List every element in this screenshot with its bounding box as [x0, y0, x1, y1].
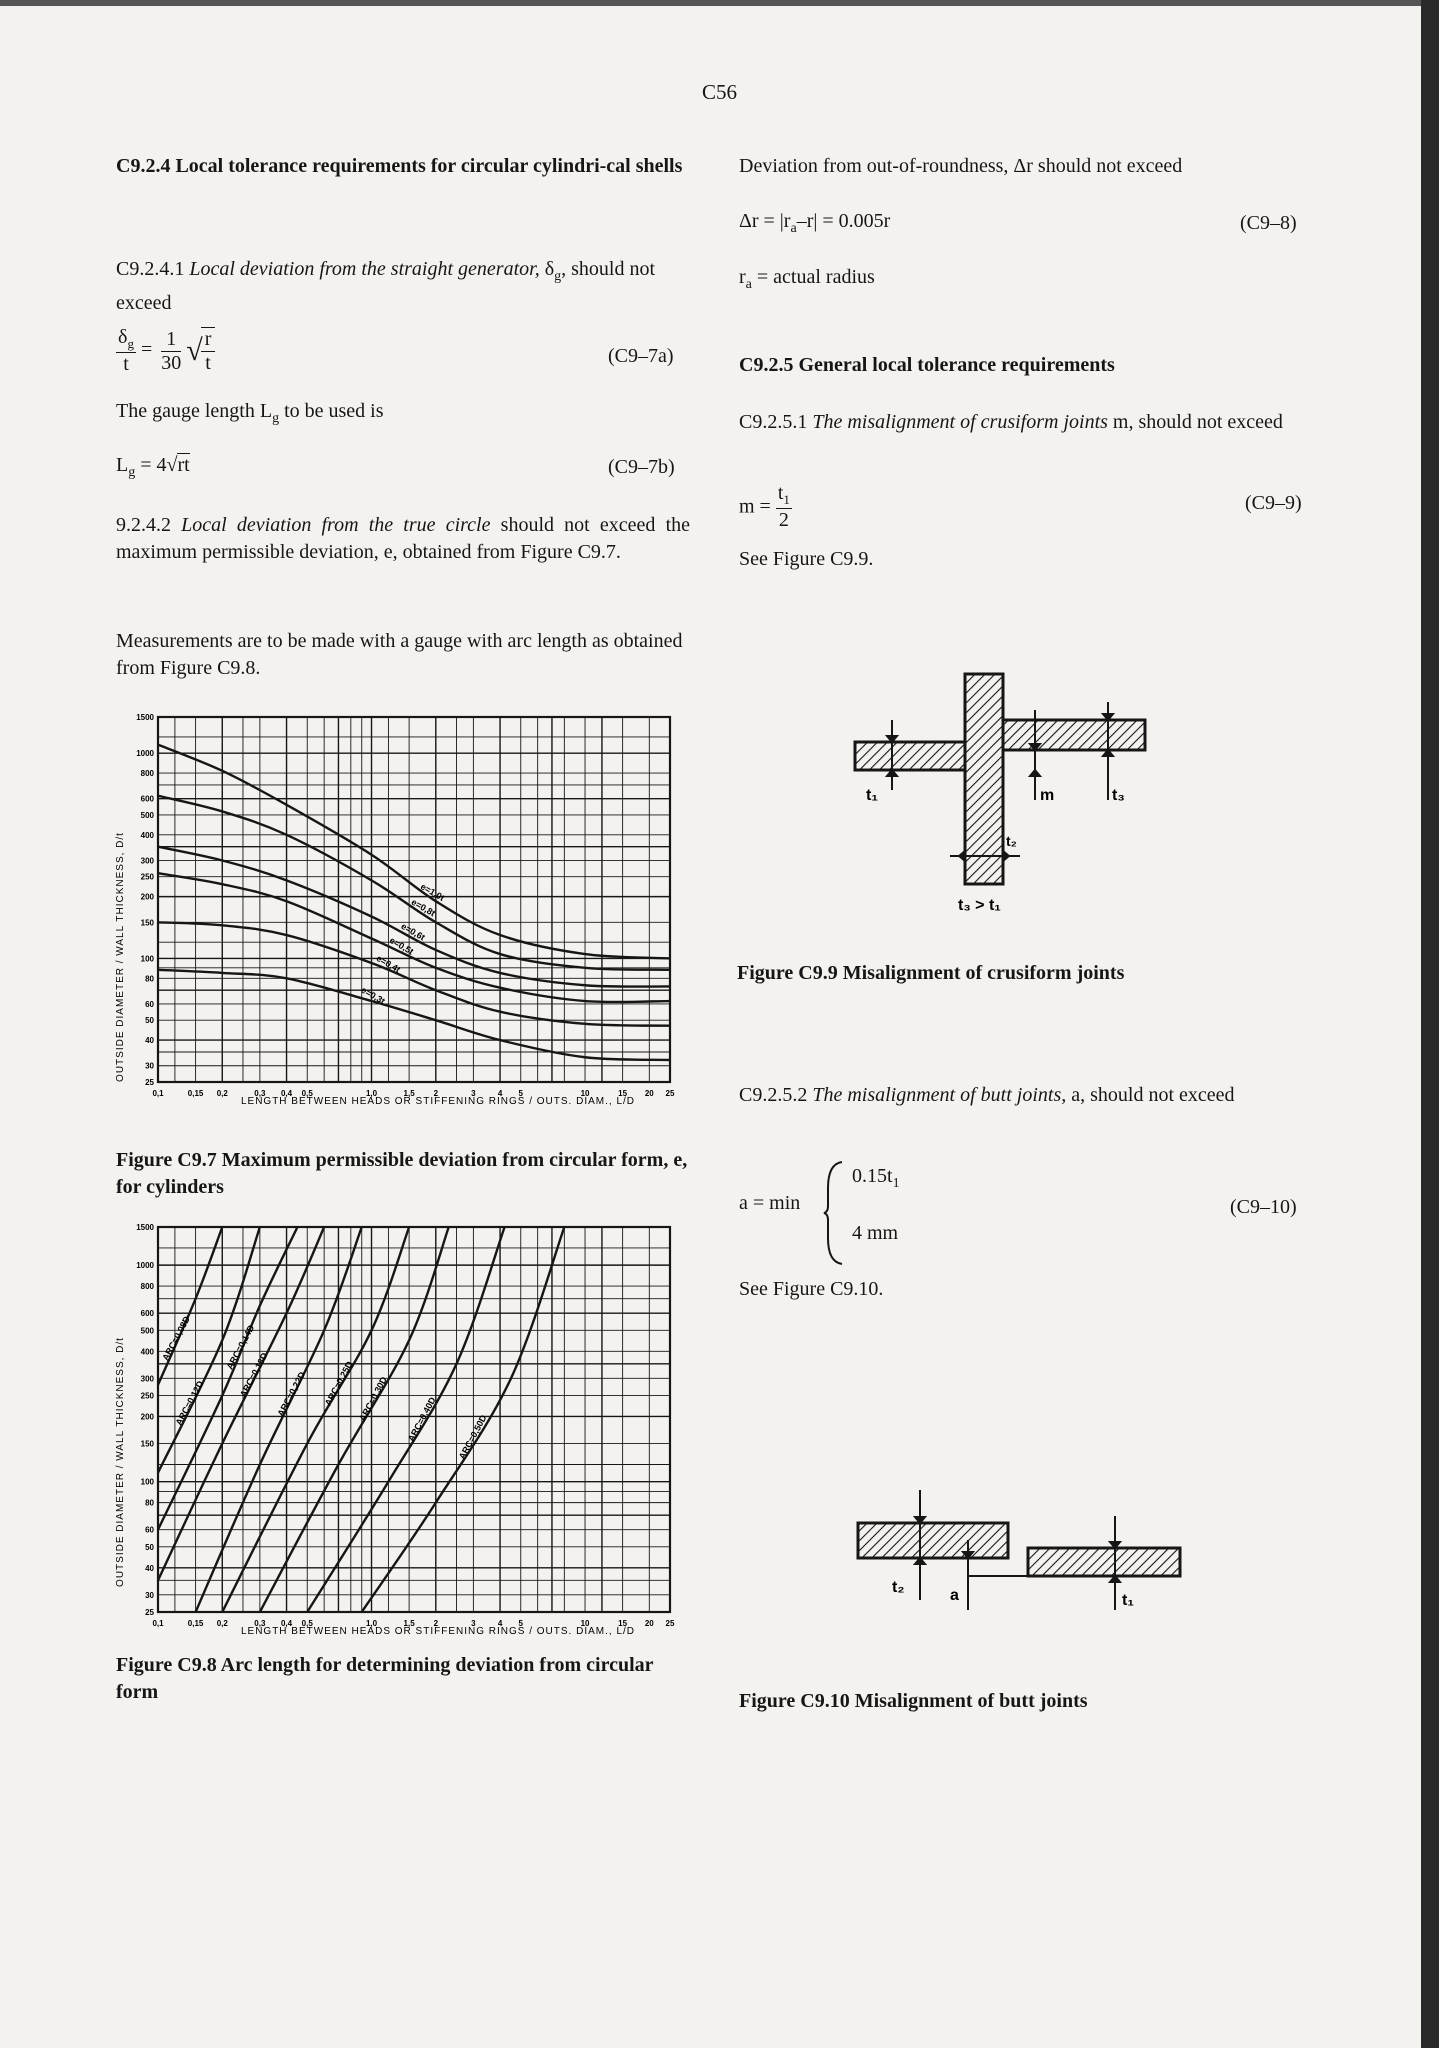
fig97-x-axis-label: LENGTH BETWEEN HEADS OR STIFFENING RINGS / OUTS. DIAM., L/D — [240, 1096, 636, 1107]
x-tick-label: 1,0 — [365, 1619, 378, 1628]
fig98-x-axis-label: LENGTH BETWEEN HEADS OR STIFFENING RINGS / OUTS. DIAM., L/D — [240, 1626, 636, 1637]
see-figure-c9-10: See Figure C9.10. — [739, 1278, 884, 1300]
series-label-0: ARC=0,08D — [160, 1314, 193, 1363]
y-tick-label: 300 — [140, 856, 154, 866]
y-tick-label: 60 — [145, 999, 154, 1009]
series-line-5 — [158, 970, 670, 1060]
x-tick-label: 0,1 — [152, 1619, 164, 1628]
y-tick-label: 25 — [145, 1608, 154, 1617]
equation-c9-10-option1: $0.15t_1$ — [852, 1165, 900, 1191]
para-c9-2-5-1: C9.2.5.1 The misalignment of crusiform joints m, should not exceed — [739, 411, 1283, 433]
series-label-5: e=0,3t — [359, 984, 387, 1007]
x-tick-label: 0,2 — [216, 1089, 228, 1098]
x-tick-label: 4 — [497, 1619, 503, 1628]
equation-c9-8: $\Delta r = |r_a-r| = 0.005r$ — [739, 210, 891, 236]
equation-c9-7b: $L_g = 4√rt$ — [116, 454, 190, 480]
y-tick-label: 100 — [140, 954, 154, 964]
x-tick-label: 0,5 — [301, 1089, 313, 1098]
y-tick-label: 80 — [145, 1498, 154, 1508]
y-tick-label: 250 — [140, 872, 154, 882]
y-tick-label: 600 — [140, 794, 154, 804]
para-out-of-roundness: Deviation from out-of-roundness, Δr should not exceed — [739, 155, 1183, 177]
y-tick-label: 1500 — [136, 713, 154, 722]
page-number: C56 — [701, 80, 737, 104]
x-tick-label: 0,15 — [187, 1619, 204, 1628]
y-tick-label: 25 — [145, 1078, 154, 1087]
series-label-3: e=0,5t — [387, 935, 416, 957]
y-tick-label: 1000 — [136, 1261, 154, 1271]
x-tick-label: 25 — [665, 1089, 675, 1098]
right-plate — [1000, 720, 1145, 750]
y-tick-label: 800 — [140, 769, 154, 779]
x-tick-label: 20 — [644, 1619, 654, 1628]
label-t2: t₂ — [892, 1579, 905, 1596]
series-line-2 — [158, 847, 670, 987]
x-tick-label: 10 — [580, 1089, 590, 1098]
label-t3: t₃ — [1112, 787, 1125, 804]
y-tick-label: 250 — [140, 1391, 154, 1401]
x-tick-label: 15 — [618, 1619, 628, 1628]
y-tick-label: 150 — [140, 918, 154, 928]
x-tick-label: 20 — [644, 1089, 654, 1098]
x-tick-label: 0,4 — [280, 1089, 293, 1098]
x-tick-label: 2 — [433, 1089, 439, 1098]
para-c9-2-5-2: C9.2.5.2 The misalignment of butt joints, a, should not exceed — [739, 1084, 1235, 1106]
y-tick-label: 1000 — [136, 749, 154, 759]
series-label-1: e=0,8t — [409, 896, 437, 919]
x-tick-label: 0,3 — [254, 1619, 266, 1628]
series-label-3: ARC=0,18D — [237, 1351, 270, 1399]
eq-label-c9-10: (C9–10) — [1230, 1196, 1297, 1218]
x-tick-label: 0,4 — [280, 1619, 293, 1628]
y-tick-label: 500 — [140, 810, 154, 820]
series-label-4: ARC=0,22D — [275, 1370, 308, 1418]
series-label-4: e=0,4t — [374, 953, 403, 975]
left-plate — [855, 742, 980, 770]
eq-label-c9-7b: (C9–7b) — [608, 456, 675, 478]
y-tick-label: 100 — [140, 1477, 154, 1487]
x-tick-label: 25 — [665, 1619, 675, 1628]
x-tick-label: 1,0 — [365, 1089, 378, 1098]
y-tick-label: 30 — [145, 1061, 154, 1071]
para-measurements: Measurements are to be made with a gauge with arc length as obtained from Figure C9.8. — [116, 630, 683, 679]
equation-c9-10-option2: 4 mm — [852, 1222, 899, 1244]
y-tick-label: 400 — [140, 830, 154, 840]
brace-icon — [822, 1158, 846, 1268]
para-9-2-4-2: 9.2.4.2 Local deviation from the true circle should not exceed the maximum permissible deviation, e, obtained from Figure C9.7. — [116, 514, 691, 563]
y-tick-label: 150 — [140, 1439, 154, 1449]
label-a: a — [950, 1587, 959, 1604]
see-figure-c9-9: See Figure C9.9. — [739, 548, 874, 570]
series-line-4 — [196, 1227, 362, 1612]
heading-c9-2-4: C9.2.4 Local tolerance requirements for circular cylindri-cal shells — [116, 155, 683, 177]
y-tick-label: 200 — [140, 892, 154, 902]
y-tick-label: 40 — [145, 1563, 154, 1573]
series-label-7: ARC=0,40D — [405, 1395, 438, 1444]
y-tick-label: 600 — [140, 1309, 154, 1319]
eq-label-c9-8: (C9–8) — [1240, 212, 1297, 234]
figure-c9-7-chart — [108, 712, 680, 1112]
series-label-1: ARC=0,12D — [173, 1379, 206, 1427]
y-tick-label: 1500 — [136, 1223, 154, 1232]
figure-c9-7-caption: Figure C9.7 Maximum permissible deviation from circular form, e, for cylinders — [116, 1149, 688, 1198]
x-tick-label: 3 — [471, 1089, 476, 1098]
series-label-2: e=0,6t — [399, 920, 427, 943]
scan-edge-right — [1421, 0, 1439, 2048]
fig97-y-axis-label: OUTSIDE DIAMETER / WALL THICKNESS, D/t — [115, 832, 126, 1082]
para-actual-radius: $r_a$ = actual radius — [739, 266, 875, 292]
x-tick-label: 1,5 — [403, 1619, 415, 1628]
series-line-1 — [158, 796, 670, 970]
vertical-plate — [965, 674, 1003, 884]
series-label-5: ARC=0,25D — [322, 1359, 355, 1408]
figure-c9-9-diagram — [840, 660, 1160, 930]
equation-c9-9: m = $\frac{t_1}{2}$ — [739, 482, 790, 531]
x-tick-label: 10 — [580, 1619, 590, 1628]
para-c9-2-4-1: C9.2.4.1 Local deviation from the straight generator, $\delta_g$, should not exceed — [116, 258, 656, 314]
y-tick-label: 200 — [140, 1412, 154, 1422]
x-tick-label: 5 — [518, 1089, 523, 1098]
y-tick-label: 300 — [140, 1374, 154, 1384]
y-tick-label: 80 — [145, 974, 154, 984]
y-tick-label: 400 — [140, 1347, 154, 1357]
series-label-8: ARC=0,50D — [456, 1413, 489, 1461]
equation-c9-7a: $\frac{\delta_g}{t}$ = $\frac{1}{30}$ √ $\frac{r}{t}$ — [116, 326, 215, 376]
eq-label-c9-9: (C9–9) — [1245, 492, 1302, 514]
equation-c9-10-lhs: a = min — [739, 1192, 801, 1214]
thin-plate — [1028, 1548, 1180, 1576]
series-line-7 — [307, 1227, 504, 1612]
x-tick-label: 2 — [433, 1619, 439, 1628]
x-tick-label: 4 — [497, 1089, 503, 1098]
figure-c9-8-caption: Figure C9.8 Arc length for determining deviation from circular form — [116, 1654, 654, 1703]
label-condition: t₃ > t₁ — [958, 897, 1001, 914]
x-tick-label: 3 — [471, 1619, 476, 1628]
heading-c9-2-5: C9.2.5 General local tolerance requirements — [739, 354, 1115, 376]
series-label-0: e=1,0t — [418, 881, 447, 903]
para-gauge-length: The gauge length $L_g$ to be used is — [116, 400, 384, 426]
label-t2: t₂ — [1006, 833, 1017, 849]
x-tick-label: 0,5 — [301, 1619, 313, 1628]
y-tick-label: 40 — [145, 1036, 154, 1046]
eq-label-c9-7a: (C9–7a) — [608, 345, 674, 367]
x-tick-label: 5 — [518, 1619, 523, 1628]
y-tick-label: 50 — [145, 1542, 154, 1552]
series-label-2: ARC=0,14D — [224, 1323, 257, 1372]
label-t1: t₁ — [866, 787, 878, 804]
y-tick-label: 500 — [140, 1326, 154, 1336]
figure-c9-10-caption: Figure C9.10 Misalignment of butt joints — [739, 1690, 1088, 1712]
y-tick-label: 800 — [140, 1282, 154, 1292]
series-line-8 — [362, 1227, 565, 1612]
x-tick-label: 15 — [618, 1089, 628, 1098]
x-tick-label: 0,1 — [152, 1089, 164, 1098]
fig98-y-axis-label: OUTSIDE DIAMETER / WALL THICKNESS, D/t — [115, 1337, 126, 1587]
y-tick-label: 60 — [145, 1525, 154, 1535]
figure-c9-8-chart — [108, 1222, 680, 1642]
series-label-6: ARC=0,30D — [357, 1375, 389, 1423]
figure-c9-10-diagram — [850, 1480, 1190, 1640]
y-tick-label: 30 — [145, 1590, 154, 1600]
figure-c9-9-caption: Figure C9.9 Misalignment of crusiform joints — [737, 962, 1125, 984]
label-t1: t₁ — [1122, 1592, 1134, 1609]
x-tick-label: 1,5 — [403, 1089, 415, 1098]
x-tick-label: 0,15 — [187, 1089, 204, 1098]
x-tick-label: 0,2 — [216, 1619, 228, 1628]
y-tick-label: 50 — [145, 1016, 154, 1026]
label-m: m — [1040, 787, 1055, 804]
series-line-5 — [222, 1227, 409, 1612]
x-tick-label: 0,3 — [254, 1089, 266, 1098]
scan-edge-top — [0, 0, 1439, 6]
thick-plate — [858, 1523, 1008, 1558]
